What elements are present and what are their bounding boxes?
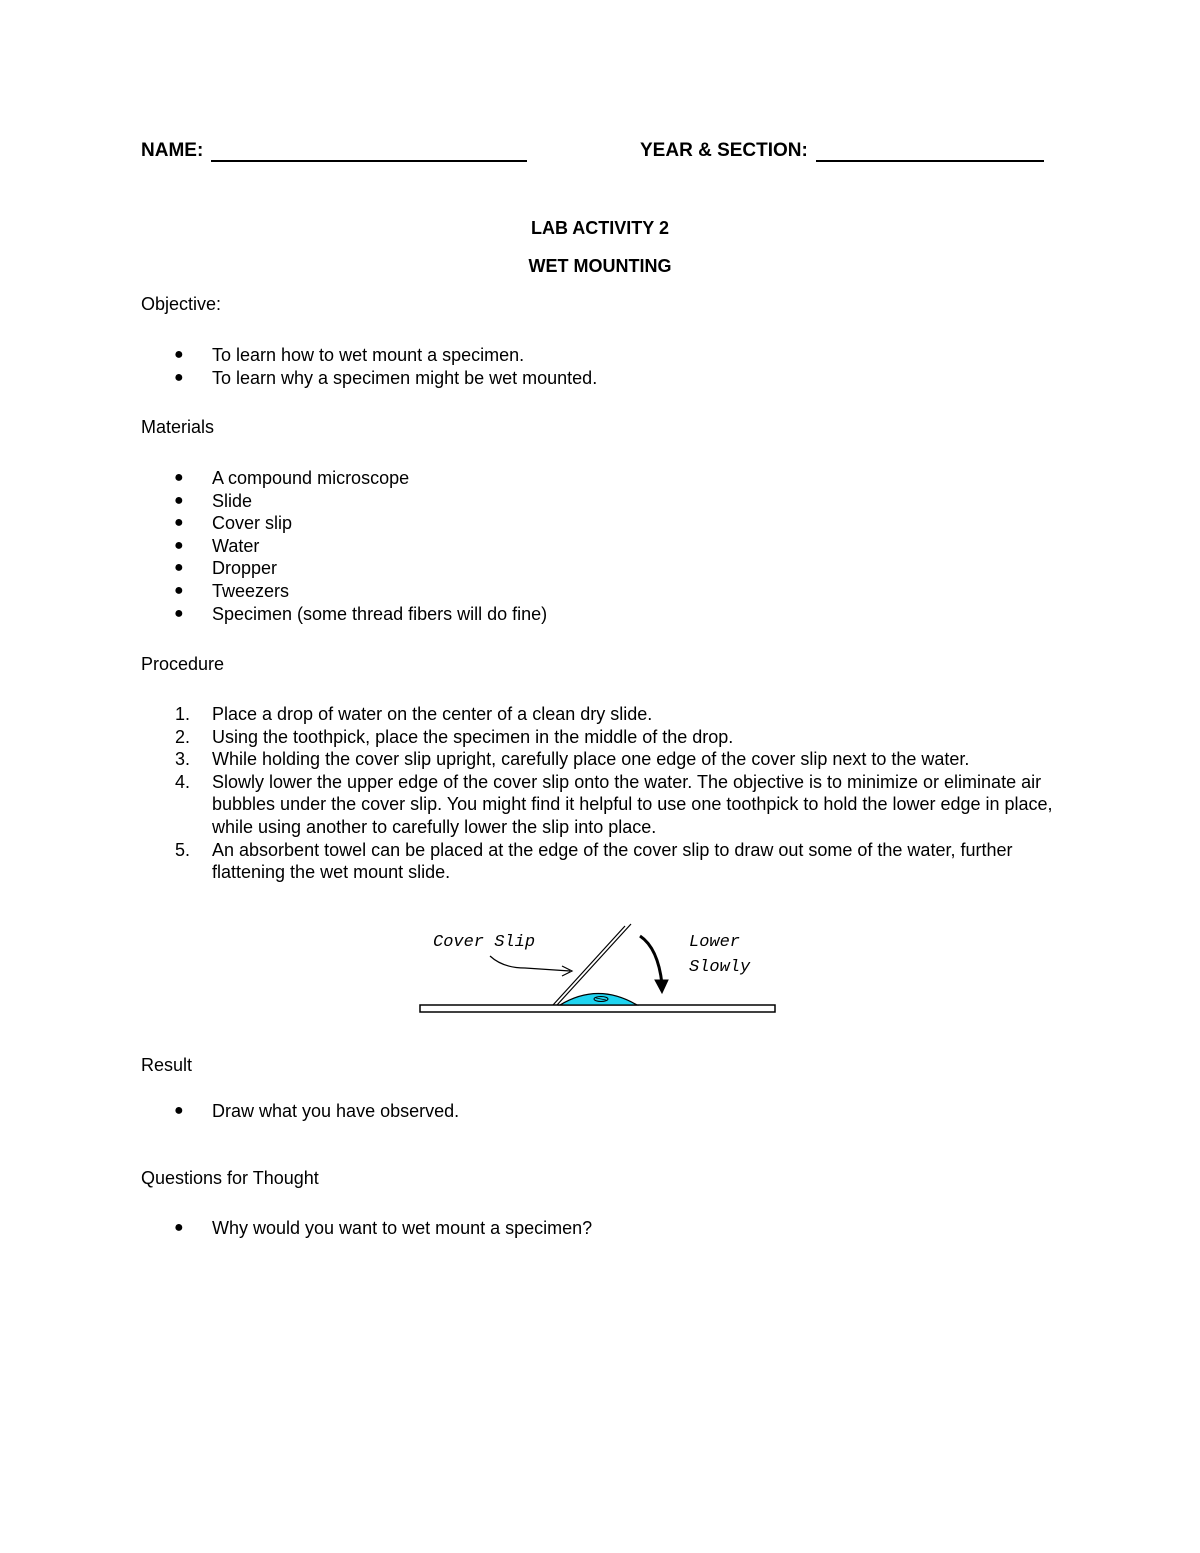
materials-list [141,467,1061,625]
slide-shape [420,1005,775,1012]
list-item: ● Specimen (some thread fibers will do fine) [174,603,548,624]
list-item: ● Draw what you have observed. [174,1101,460,1121]
list-item: ● Dropper [174,558,278,579]
activity-title: LAB ACTIVITY 2 [530,218,669,238]
procedure-step: 5. An absorbent towel can be placed at the edge of the cover slip to draw out some of the water, further flattening the wet mount slide. [175,839,1013,883]
bullet-icon: ● [174,536,184,554]
bullet-icon: ● [174,559,184,577]
bullet-icon: ● [174,604,184,622]
name-field [141,140,527,162]
procedure-step: 3. While holding the cover slip upright, carefully place one edge of the cover slip next to the water. [175,749,970,770]
materials-heading: Materials [141,417,215,437]
questions-list [141,1217,1061,1240]
list-item: ● To learn why a specimen might be wet mounted. [174,367,598,388]
name-label: NAME: [141,140,204,161]
slowly-label: Slowly [689,958,751,977]
procedure-heading: Procedure [141,654,225,674]
cover-slip-arrow [490,956,570,971]
year-section-field [640,140,1044,162]
wet-mount-figure [415,918,780,1018]
year-section-blank-line [816,140,1044,162]
procedure-step: 1. Place a drop of water on the center of a clean dry slide. [175,704,653,724]
cover-slip-label: Cover Slip [433,933,536,952]
bullet-icon: ● [174,469,184,486]
bullet-icon: ● [174,368,184,386]
list-item: ● Water [174,535,260,556]
list-item: ● A compound microscope [174,468,410,488]
year-section-label: YEAR & SECTION: [640,140,808,161]
list-item: ● Tweezers [174,580,290,601]
cover-slip-shape [553,926,625,1005]
list-item: ● Why would you want to wet mount a specimen? [174,1218,593,1238]
bullet-icon: ● [174,346,184,363]
bullet-icon: ● [174,581,184,599]
lower-label: Lower [689,933,741,952]
list-item: ● To learn how to wet mount a specimen. [174,345,525,365]
name-blank-line [211,140,527,162]
procedure-step: 4. Slowly lower the upper edge of the cover slip onto the water. The objective is to minimize or eliminate air bubbles under the cover slip. You might find it helpful to use one toothpick to hold the lower edge in place, while using another to carefully lower the slip into place. [175,771,1053,837]
bullet-icon: ● [174,491,184,509]
procedure-steps [141,703,1061,884]
result-list [141,1100,1061,1123]
lower-arrow [640,936,662,984]
questions-heading: Questions for Thought [141,1168,319,1188]
objective-heading: Objective: [141,294,222,314]
bullet-icon: ● [174,1219,184,1236]
list-item: ● Cover slip [174,513,293,534]
water-drop-shape [560,994,637,1006]
bullet-icon: ● [174,514,184,532]
topic-title: WET MOUNTING [528,256,672,276]
list-item: ● Slide [174,490,253,511]
procedure-step: 2. Using the toothpick, place the specimen in the middle of the drop. [175,726,734,747]
bullet-icon: ● [174,1102,184,1119]
objective-list [141,344,1061,389]
result-heading: Result [141,1055,193,1075]
